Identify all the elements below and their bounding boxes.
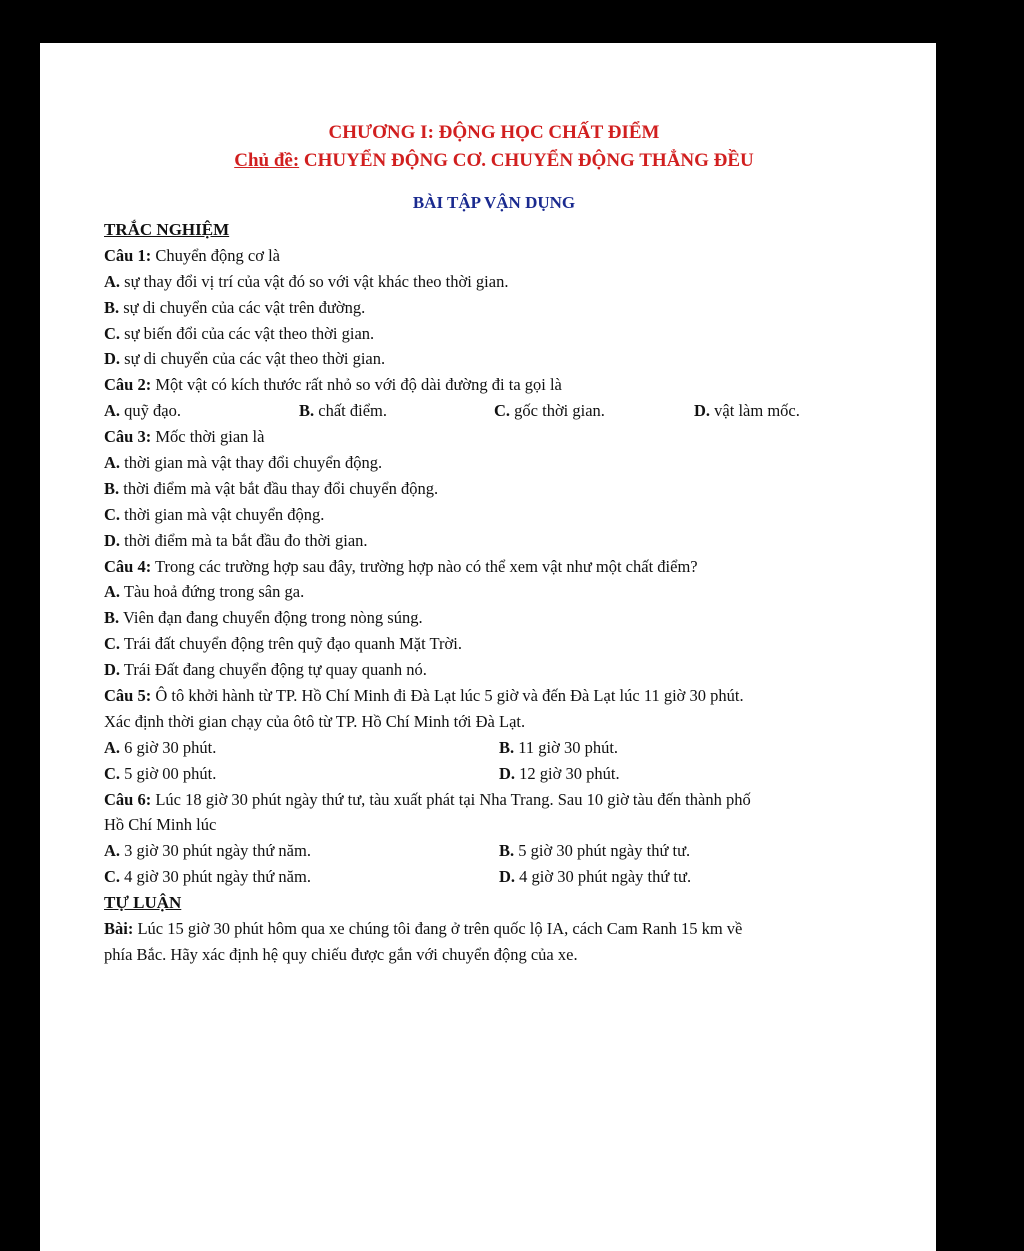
option-text: 6 giờ 30 phút. — [120, 737, 217, 757]
option-text: thời gian mà vật thay đổi chuyển động. — [120, 453, 383, 473]
option-letter: B. — [104, 608, 120, 628]
question-6-continuation: Hồ Chí Minh lúc — [104, 815, 217, 835]
option-letter: B. — [499, 737, 515, 757]
q5-option-c — [104, 761, 499, 787]
question-text: Chuyển động cơ là — [151, 245, 281, 265]
practice-title: BÀI TẬP VẬN DỤNG — [412, 193, 576, 212]
mcq-section-title: TRẮC NGHIỆM — [104, 220, 230, 239]
option-letter: D. — [499, 867, 516, 887]
essay-text: Lúc 15 giờ 30 phút hôm qua xe chúng tôi đang ở trên quốc lộ IA, cách Cam Ranh 15 km về — [133, 919, 743, 939]
q4-option-b — [104, 605, 884, 631]
question-label: Câu 5: — [104, 686, 152, 706]
q5-option-a — [104, 735, 499, 761]
option-text: 11 giờ 30 phút. — [514, 737, 619, 757]
question-2 — [104, 372, 884, 398]
option-letter: A. — [104, 582, 121, 602]
q6-options-row-2 — [104, 864, 884, 890]
option-letter: D. — [499, 763, 516, 783]
option-letter: B. — [299, 401, 315, 421]
q1-option-b — [104, 295, 884, 321]
q4-option-c — [104, 631, 884, 657]
question-label: Câu 4: — [104, 556, 152, 576]
option-letter: B. — [104, 297, 120, 317]
question-text: Ô tô khởi hành từ TP. Hồ Chí Minh đi Đà Lạt lúc 5 giờ và đến Đà Lạt lúc 11 giờ 30 phút. — [151, 686, 744, 706]
option-text: Viên đạn đang chuyển động trong nòng súng. — [119, 608, 423, 628]
option-letter: C. — [104, 634, 121, 654]
essay-section-title: TỰ LUẬN — [104, 893, 182, 913]
option-letter: A. — [104, 841, 121, 861]
option-text: Trái Đất đang chuyển động tự quay quanh nó. — [120, 660, 427, 680]
essay-question — [104, 916, 884, 942]
document-content — [104, 119, 884, 968]
q2-option-c — [494, 398, 694, 424]
option-text: 4 giờ 30 phút ngày thứ năm. — [120, 867, 311, 887]
q3-option-d — [104, 528, 884, 554]
option-letter: D. — [104, 660, 121, 680]
option-text: sự biến đổi của các vật theo thời gian. — [120, 323, 375, 343]
option-text: quỹ đạo. — [120, 401, 181, 421]
option-letter: C. — [104, 867, 121, 887]
q3-option-a — [104, 450, 884, 476]
option-text: 5 giờ 00 phút. — [120, 763, 217, 783]
option-letter: B. — [499, 841, 515, 861]
q6-option-b — [499, 838, 690, 864]
essay-label: Bài: — [104, 919, 134, 939]
option-text: chất điểm. — [314, 401, 387, 421]
question-label: Câu 6: — [104, 789, 152, 809]
option-text: 12 giờ 30 phút. — [515, 763, 620, 783]
document-page — [40, 43, 936, 1251]
question-4 — [104, 554, 884, 580]
question-text: Mốc thời gian là — [151, 427, 265, 447]
option-letter: A. — [104, 271, 121, 291]
option-text: 4 giờ 30 phút ngày thứ tư. — [515, 867, 692, 887]
option-letter: D. — [104, 349, 121, 369]
q1-option-a — [104, 269, 884, 295]
option-text: Trái đất chuyển động trên quỹ đạo quanh Mặt Trời. — [120, 634, 462, 654]
option-letter: D. — [694, 401, 711, 421]
question-5 — [104, 683, 884, 709]
option-text: vật làm mốc. — [710, 401, 800, 421]
q1-option-d — [104, 346, 884, 372]
option-letter: A. — [104, 737, 121, 757]
q4-option-d — [104, 657, 884, 683]
topic-label: Chủ đề: — [234, 150, 300, 171]
option-text: thời gian mà vật chuyển động. — [120, 504, 325, 524]
question-6 — [104, 787, 884, 813]
option-letter: D. — [104, 530, 121, 550]
q1-option-c — [104, 321, 884, 347]
option-letter: C. — [104, 504, 121, 524]
question-text: Lúc 18 giờ 30 phút ngày thứ tư, tàu xuất phát tại Nha Trang. Sau 10 giờ tàu đến thành phố — [151, 789, 751, 809]
q2-option-a — [104, 398, 299, 424]
q5-options-row-1 — [104, 735, 884, 761]
q3-option-c — [104, 502, 884, 528]
question-5-continuation: Xác định thời gian chạy của ôtô từ TP. Hồ Chí Minh tới Đà Lạt. — [104, 711, 526, 731]
q6-options-row-1 — [104, 838, 884, 864]
q2-option-b — [299, 398, 494, 424]
option-text: gốc thời gian. — [510, 401, 605, 421]
option-letter: A. — [104, 453, 121, 473]
option-text: Tàu hoả đứng trong sân ga. — [120, 582, 305, 602]
topic-title — [104, 147, 884, 175]
question-label: Câu 2: — [104, 375, 152, 395]
option-letter: A. — [104, 401, 121, 421]
essay-continuation: phía Bắc. Hãy xác định hệ quy chiếu được gắn với chuyển động của xe. — [104, 944, 578, 964]
question-1 — [104, 243, 884, 269]
option-letter: C. — [494, 401, 511, 421]
q5-option-d — [499, 761, 620, 787]
question-3 — [104, 424, 884, 450]
question-label: Câu 1: — [104, 245, 152, 265]
option-text: 5 giờ 30 phút ngày thứ tư. — [514, 841, 691, 861]
option-text: thời điểm mà vật bắt đầu thay đổi chuyển động. — [119, 478, 439, 498]
option-text: sự di chuyển của các vật theo thời gian. — [120, 349, 386, 369]
option-text: thời điểm mà ta bắt đầu đo thời gian. — [120, 530, 368, 550]
option-text: 3 giờ 30 phút ngày thứ năm. — [120, 841, 311, 861]
chapter-title: CHƯƠNG I: ĐỘNG HỌC CHẤT ĐIỂM — [328, 122, 660, 143]
question-text: Trong các trường hợp sau đây, trường hợp nào có thể xem vật như một chất điểm? — [151, 556, 698, 576]
q2-option-d — [694, 398, 800, 424]
q5-option-b — [499, 735, 618, 761]
question-text: Một vật có kích thước rất nhỏ so với độ dài đường đi ta gọi là — [151, 375, 562, 395]
q5-options-row-2 — [104, 761, 884, 787]
option-text: sự di chuyển của các vật trên đường. — [119, 297, 366, 317]
q6-option-a — [104, 838, 499, 864]
q3-option-b — [104, 476, 884, 502]
option-text: sự thay đổi vị trí của vật đó so với vật khác theo thời gian. — [120, 271, 509, 291]
option-letter: B. — [104, 478, 120, 498]
topic-text: CHUYỂN ĐỘNG CƠ. CHUYỂN ĐỘNG THẲNG ĐỀU — [299, 150, 754, 171]
option-letter: C. — [104, 763, 121, 783]
q6-option-d — [499, 864, 691, 890]
question-label: Câu 3: — [104, 427, 152, 447]
q4-option-a — [104, 579, 884, 605]
option-letter: C. — [104, 323, 121, 343]
q2-options-row — [104, 398, 884, 424]
q6-option-c — [104, 864, 499, 890]
